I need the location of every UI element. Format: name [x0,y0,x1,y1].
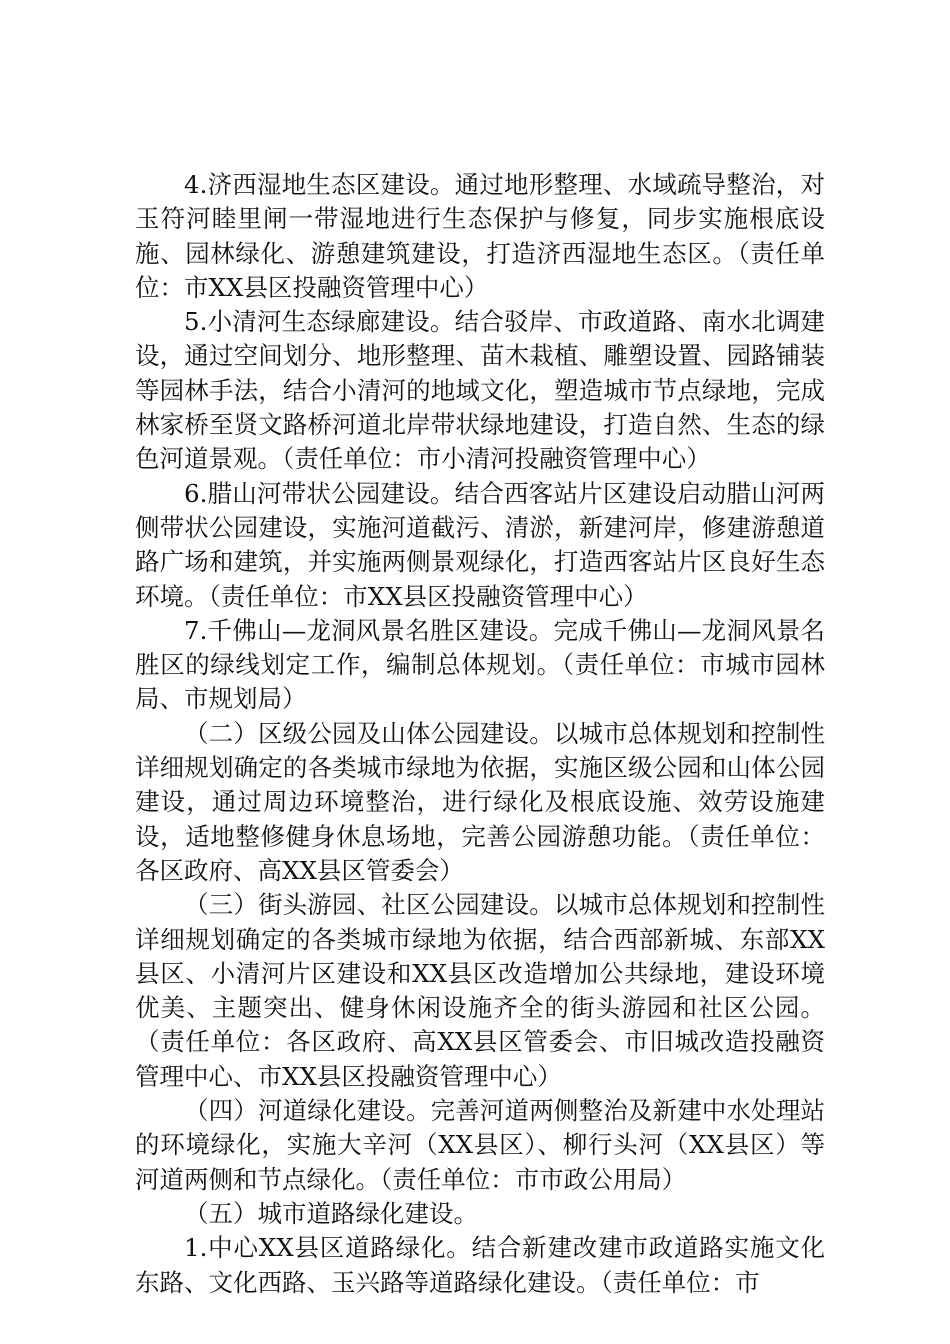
paragraph-street-gardens: （三）街头游园、社区公园建设。以城市总体规划和控制性详细规划确定的各类城市绿地为依据，结合西部新城、东部XX县区、小清河片区建设和XX县区改造增加公共绿地，建设环境优美、主题突出、健身休闲设施齐全的街头游园和社区公园。（责任单位：各区政府、高XX县区管委会、市旧城改造投融资管理中心、市XX县区投融资管理中心） [135,890,825,1091]
paragraph-district-parks: （二）区级公园及山体公园建设。以城市总体规划和控制性详细规划确定的各类城市绿地为依据，实施区级公园和山体公园建设，通过周边环境整治，进行绿化及根底设施、效劳设施建设，适地整修健身休息场地，完善公园游憩功能。（责任单位：各区政府、高XX县区管委会） [135,718,825,885]
paragraph-qianfoshan-scenic: 7.千佛山—龙洞风景名胜区建设。完成千佛山—龙洞风景名胜区的绿线划定工作，编制总体规划。（责任单位：市城市园林局、市规划局） [135,615,825,714]
paragraph-jixi-wetland: 4.济西湿地生态区建设。通过地形整理、水域疏导整治，对玉符河睦里闸一带湿地进行生态保护与修复，同步实施根底设施、园林绿化、游憩建筑建设，打造济西湿地生态区。（责任单位：市XX县区投融资管理中心） [135,170,825,302]
paragraph-river-greening: （四）河道绿化建设。完善河道两侧整治及新建中水处理站的环境绿化，实施大辛河（XX县区）、柳行头河（XX县区）等河道两侧和节点绿化。（责任单位：市市政公用局） [135,1096,825,1194]
paragraph-central-road-greening: 1.中心XX县区道路绿化。结合新建改建市政道路实施文化东路、文化西路、玉兴路等道路绿化建设。（责任单位：市 [135,1233,825,1297]
document-body [135,168,825,1300]
paragraph-xiaoqinghe-corridor: 5.小清河生态绿廊建设。结合驳岸、市政道路、南水北调建设，通过空间划分、地形整理、苗木栽植、雕塑设置、园路铺装等园林手法，结合小清河的地域文化，塑造城市节点绿地，完成林家桥至贤文路桥河道北岸带状绿地建设，打造自然、生态的绿色河道景观。（责任单位：市小清河投融资管理中心） [135,307,825,474]
paragraph-lashanhe-park: 6.腊山河带状公园建设。结合西客站片区建设启动腊山河两侧带状公园建设，实施河道截污、清淤，新建河岸，修建游憩道路广场和建筑，并实施两侧景观绿化，打造西客站片区良好生态环境。（责任单位：市XX县区投融资管理中心） [135,478,825,611]
paragraph-road-greening-heading: （五）城市道路绿化建设。 [184,1198,478,1228]
